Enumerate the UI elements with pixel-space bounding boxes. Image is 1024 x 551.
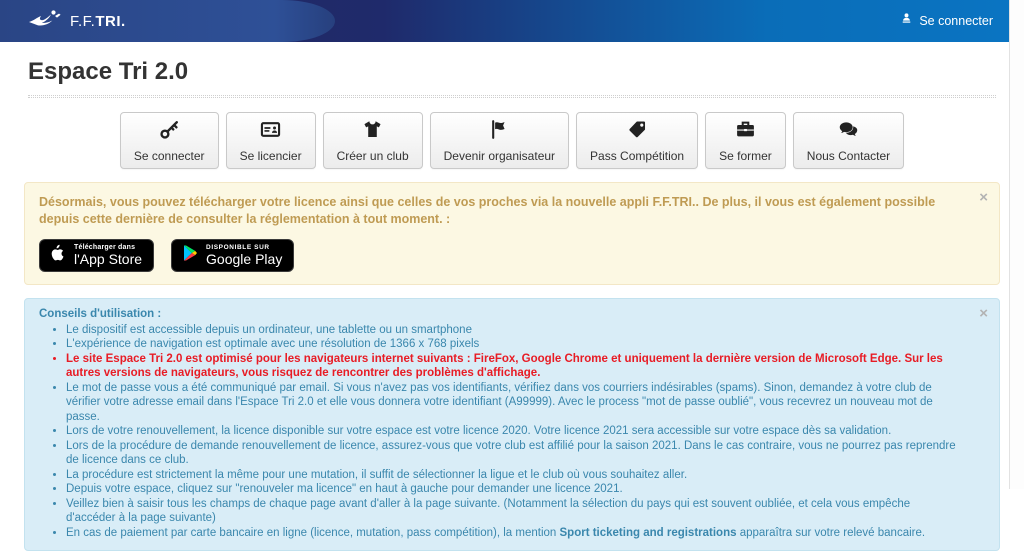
tips-alert [24, 298, 1000, 551]
tips-list-item-6: • La procédure est strictement la même pour une mutation, il suffit de sélectionner la ligue et le club où vous souhaitez aller. [66, 468, 959, 483]
action-button-label: Se licencier [239, 149, 302, 163]
tips-list-item-0: • Le dispositif est accessible depuis un ordinateur, une tablette ou un smartphone [66, 323, 959, 338]
tips-list-item-7: • Depuis votre espace, cliquez sur "renouveler ma licence" en haut à gauche pour demander une licence 2021. [66, 482, 959, 497]
page-content [0, 58, 1024, 551]
action-button-4[interactable] [576, 112, 698, 169]
store-badges [39, 239, 959, 272]
id-card-icon [260, 119, 281, 145]
google-play-icon [181, 244, 199, 267]
action-button-6[interactable] [793, 112, 904, 169]
dotted-separator [28, 95, 996, 98]
action-button-5[interactable] [705, 112, 786, 169]
tips-list-item-1: • L'expérience de navigation est optimale avec une résolution de 1366 x 768 pixels [66, 337, 959, 352]
brand-text-bold: TRI. [95, 12, 126, 30]
quick-actions [24, 112, 1000, 169]
action-button-3[interactable] [430, 112, 569, 169]
app-store-badge-line1: Télécharger dans [74, 244, 136, 251]
fftri-logo-icon [28, 8, 62, 35]
action-button-0[interactable] [120, 112, 219, 169]
tips-title: Conseils d'utilisation : [39, 308, 162, 320]
tips-list-item-2: • Le site Espace Tri 2.0 est optimisé pour les navigateurs internet suivants : FireFox, Google Chrome et uniquement la dernière version de Microsoft Edge. Sur les autres versions de navigateurs, vous risquez de rencontrer des problèmes d'affichage. [66, 352, 959, 381]
google-play-badge-line1: DISPONIBLE SUR [206, 244, 270, 251]
action-button-label: Pass Compétition [590, 149, 685, 163]
app-alert-message: Désormais, vous pouvez télécharger votre licence ainsi que celles de vos proches via la nouvelle appli F.F.TRI.. De plus, il vous est également possible depuis cette dernière de consulter la réglementation à tout moment. : [39, 195, 936, 226]
login-label: Se connecter [919, 14, 993, 28]
comments-icon [838, 119, 859, 145]
action-button-label: Devenir organisateur [443, 149, 556, 163]
action-button-label: Se former [719, 149, 772, 163]
brand[interactable] [0, 8, 126, 35]
action-button-1[interactable] [226, 112, 316, 169]
app-download-alert [24, 182, 1000, 285]
google-play-badge[interactable] [171, 239, 294, 272]
close-icon[interactable]: × [979, 189, 988, 206]
google-play-badge-line2: Google Play [206, 251, 283, 267]
close-icon[interactable]: × [979, 305, 988, 322]
tips-list-item-8: • Veillez bien à saisir tous les champs de chaque page avant d'aller à la page suivante. (Notamment la sélection du pays qui est souvent oubliée, et cela vous empêche d'accéder à la page suivante) [66, 497, 959, 526]
action-button-label: Nous Contacter [806, 149, 891, 163]
tips-list-item-3: • Le mot de passe vous a été communiqué par email. Si vous n'avez pas vos identifiants, vérifiez dans vos courriers indésirables (spams). Sinon, demandez à votre club de vérifier votre adresse email dans l'Espace Tri 2.0 et elle vous donnera votre identifiant (A99999). Avec le process "mot de passe oublié", vous recevrez un nouveau mot de passe. [66, 381, 959, 425]
user-icon [900, 12, 913, 30]
brand-text-light: F.F. [70, 12, 96, 30]
tag-icon [627, 119, 648, 145]
scrollbar-track[interactable] [1009, 0, 1024, 489]
apple-icon [49, 244, 67, 267]
action-button-label: Créer un club [336, 149, 409, 163]
login-button[interactable] [900, 12, 1009, 30]
app-store-badge[interactable] [39, 239, 154, 272]
briefcase-icon [735, 119, 756, 145]
flag-icon [489, 119, 510, 145]
brand-text [70, 13, 126, 30]
page-title: Espace Tri 2.0 [28, 58, 189, 85]
top-navbar [0, 0, 1009, 42]
action-button-2[interactable] [323, 112, 423, 169]
key-icon [159, 119, 180, 145]
action-button-label: Se connecter [133, 149, 205, 163]
tips-list-item-9: • En cas de paiement par carte bancaire en ligne (licence, mutation, pass compétition), la mention Sport ticketing and registrations apparaîtra sur votre relevé bancaire. [66, 526, 959, 541]
tshirt-icon [362, 119, 383, 145]
tips-list-item-5: • Lors de la procédure de demande renouvellement de licence, assurez-vous que votre club est affilié pour la saison 2021. Dans le cas contraire, vous ne pourrez pas reprendre de licence dans ce club. [66, 439, 959, 468]
app-store-badge-line2: l'App Store [74, 251, 143, 267]
tips-list [39, 323, 959, 541]
tips-list-item-4: • Lors de votre renouvellement, la licence disponible sur votre espace est votre licence 2020. Votre licence 2021 sera accessible sur votre espace dès sa validation. [66, 424, 959, 439]
